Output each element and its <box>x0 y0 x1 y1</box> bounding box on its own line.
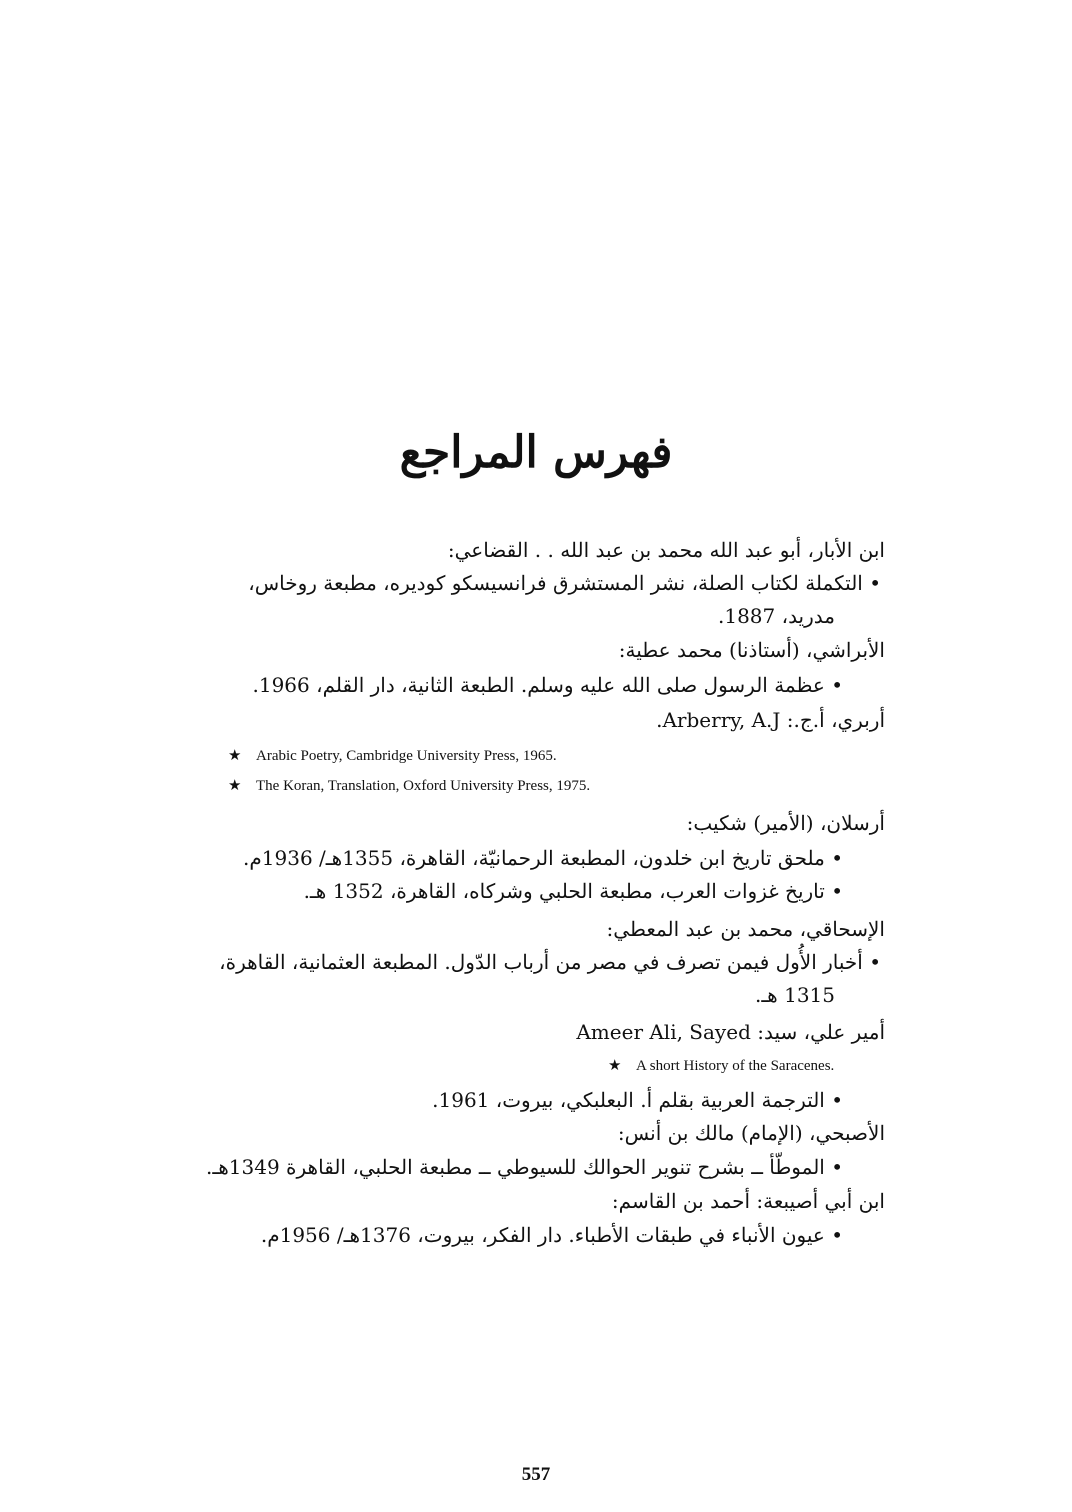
reference-item: • عظمة الرسول صلى الله عليه وسلم. الطبعة الثانية، دار القلم، 1966. <box>252 673 843 697</box>
reference-item: • الموطّأ ــ بشرح تنوير الحوالك للسيوطي ــ مطبعة الحلبي، القاهرة 1349هـ. <box>206 1155 843 1179</box>
reference-author: أمير علي، سيد: Ameer Ali, Sayed <box>576 1020 885 1044</box>
reference-item: • أخبار الأُول فيمن تصرف في مصر من أرباب الدّول. المطبعة العثمانية، القاهرة، <box>219 950 881 974</box>
reference-author: ابن أبي أصيبعة: أحمد بن القاسم: <box>611 1189 885 1213</box>
reference-author: أربري، أ.ج.: Arberry, A.J. <box>656 708 885 732</box>
reference-author: الأصبحي، (الإمام) مالك بن أنس: <box>617 1121 885 1145</box>
reference-item-continuation: مدريد، 1887. <box>717 604 835 628</box>
reference-item: • الترجمة العربية بقلم أ. البعلبكي، بيروت، 1961. <box>432 1088 843 1112</box>
reference-item-latin <box>190 777 885 795</box>
reference-title-latin: A short History of the Saracenes. <box>636 1058 835 1074</box>
reference-author: الإسحاقي، محمد بن عبد المعطي: <box>606 917 885 941</box>
reference-author: أرسلان، (الأمير) شكيب: <box>686 811 885 835</box>
reference-item-latin <box>190 1057 885 1075</box>
reference-item-latin <box>190 747 885 765</box>
reference-item: • التكملة لكتاب الصلة، نشر المستشرق فرانسيسكو كوديرە، مطبعة روخاس، <box>248 571 881 595</box>
reference-title-latin: The Koran, Translation, Oxford University Press, 1975. <box>256 778 591 794</box>
reference-author: ابن الأبار، أبو عبد الله محمد بن عبد الله . . القضاعي: <box>447 538 885 562</box>
reference-title-latin: Arabic Poetry, Cambridge University Press, 1965. <box>256 748 557 764</box>
reference-item: • تاريخ غزوات العرب، مطبعة الحلبي وشركاه، القاهرة، 1352 هـ. <box>303 879 843 903</box>
reference-item: • ملحق تاريخ ابن خلدون، المطبعة الرحمانيّة، القاهرة، 1355هـ/ 1936م. <box>243 846 843 870</box>
reference-item: • عيون الأنباء في طبقات الأطباء. دار الفكر، بيروت، 1376هـ/ 1956م. <box>260 1223 843 1247</box>
references-list <box>190 532 885 1245</box>
star-icon: ★ <box>608 1058 622 1074</box>
reference-author: الأبراشي، (أستاذنا) محمد عطية: <box>618 638 885 662</box>
star-icon: ★ <box>228 748 242 764</box>
page-title: فهرس المراجع <box>399 427 673 478</box>
star-icon: ★ <box>228 778 242 794</box>
reference-item-continuation: 1315 هـ. <box>754 983 835 1007</box>
page-number: 557 <box>521 1464 551 1485</box>
